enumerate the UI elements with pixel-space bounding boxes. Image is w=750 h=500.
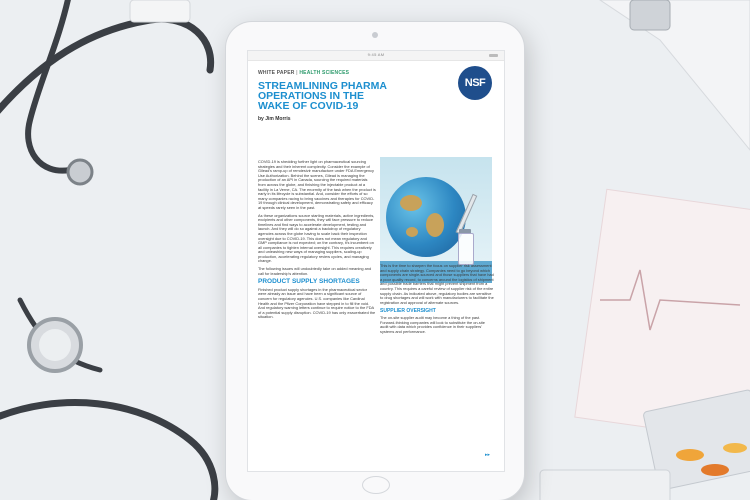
title-line: OPERATIONS IN THE [258,90,364,102]
section-heading: PRODUCT SUPPLY SHORTAGES [258,278,360,286]
globe-land [406,227,418,237]
sector-label: HEALTH SCIENCES [299,70,350,76]
paragraph: COVID-19 is shedding further light on pharmaceutical sourcing strategies and their inherent complexity. Consider the example of Gilead's ramp-up of remdesivir manufacture under FDA Emergency Use Authorization. Behind the scenes, Gilead is managing the production of an API in Canada, sourcing the required materials from across the globe, and finishing the injectable product at a facility in La Verne, CA. The enormity of the task when the product is early in its lifecycle is substantial. And, consider the efforts of so many companies racing to bring vaccines and therapies for COVID-19 through clinical development, demonstrating safety and efficacy at speeds rarely seen in the past. [258,159,376,210]
battery-icon [489,54,498,57]
category-separator: | [296,70,298,76]
vaccine-vial-image [458,233,474,265]
paragraph: The following issues will undoubtedly take on added meaning and call for leadership's attention. [258,266,372,276]
globe-image [386,177,466,257]
section-heading: SUPPLIER OVERSIGHT [380,308,436,315]
globe-land [400,195,422,211]
tablet-device [226,22,524,500]
paragraph: Finished product supply shortages in the pharmaceutical sector were already an issue and have been a significant source of concern for regulatory agencies. U.S. companies like Cardinal Health and the Pfizer Corporation have stepped in to fill the void. And regulatory warning letters continue to require notice to the FDA of a potential supply disruption. COVID-19 has only exacerbated the situation. [258,286,376,320]
status-bar [248,51,504,61]
status-time: 9:45 AM [367,52,385,57]
paragraph: As these organizations source starting materials, active ingredients, excipients and other components, they will face pressure to reduce timelines and find ways to accelerate development, testing and launch. And they will do so against a backdrop of regulatory agencies across the globe having to scale back their inspection oversight due to COVID-19. This does not mean regulatory and GMP compliance is not expected; on the contrary, it's incumbent on all companies to tighten internal oversight. This requires creatively and unleashing new ways of managing suppliers, scaling-up production, accelerating regulatory review cycles, and managing change. [258,212,375,264]
tablet-camera [372,32,378,38]
nsf-logo [458,66,492,100]
document-title [258,81,408,111]
globe-land [426,213,444,237]
category-label: WHITE PAPER [258,70,295,76]
left-column [258,160,376,323]
home-button[interactable] [362,476,390,494]
title-line: WAKE OF COVID-19 [258,100,359,112]
tablet-screen [247,50,505,472]
title-line: STREAMLINING PHARMA [258,80,387,92]
next-page-arrow[interactable]: ▸▸ [484,452,490,458]
logo-text: NSF [464,77,486,89]
paragraph: This is the time to sharpen the focus on supplier risk assessment and supply chain strategy. Companies need to go beyond which components are single-sourced and those suppliers that have had a poor quality record, to concerns around the logistics of shipment and possible trade barriers that might prevent shipment from a country. This requires a careful review of supplier risk of the entire supply chain. As indicated above, regulatory bodies are sensitive to drug shortages and will work with manufacturers to facilitate the registration and approval of alternate sources. [380,263,494,305]
paragraph: The on-site supplier audit may become a thing of the past. Forward-thinking companies will look to substitute the on-site audit with data which provides confidence in their suppliers' systems and performance. [380,314,485,334]
document-page [258,64,494,464]
author-byline: by Jim Morris [258,116,291,122]
right-column [380,264,494,337]
